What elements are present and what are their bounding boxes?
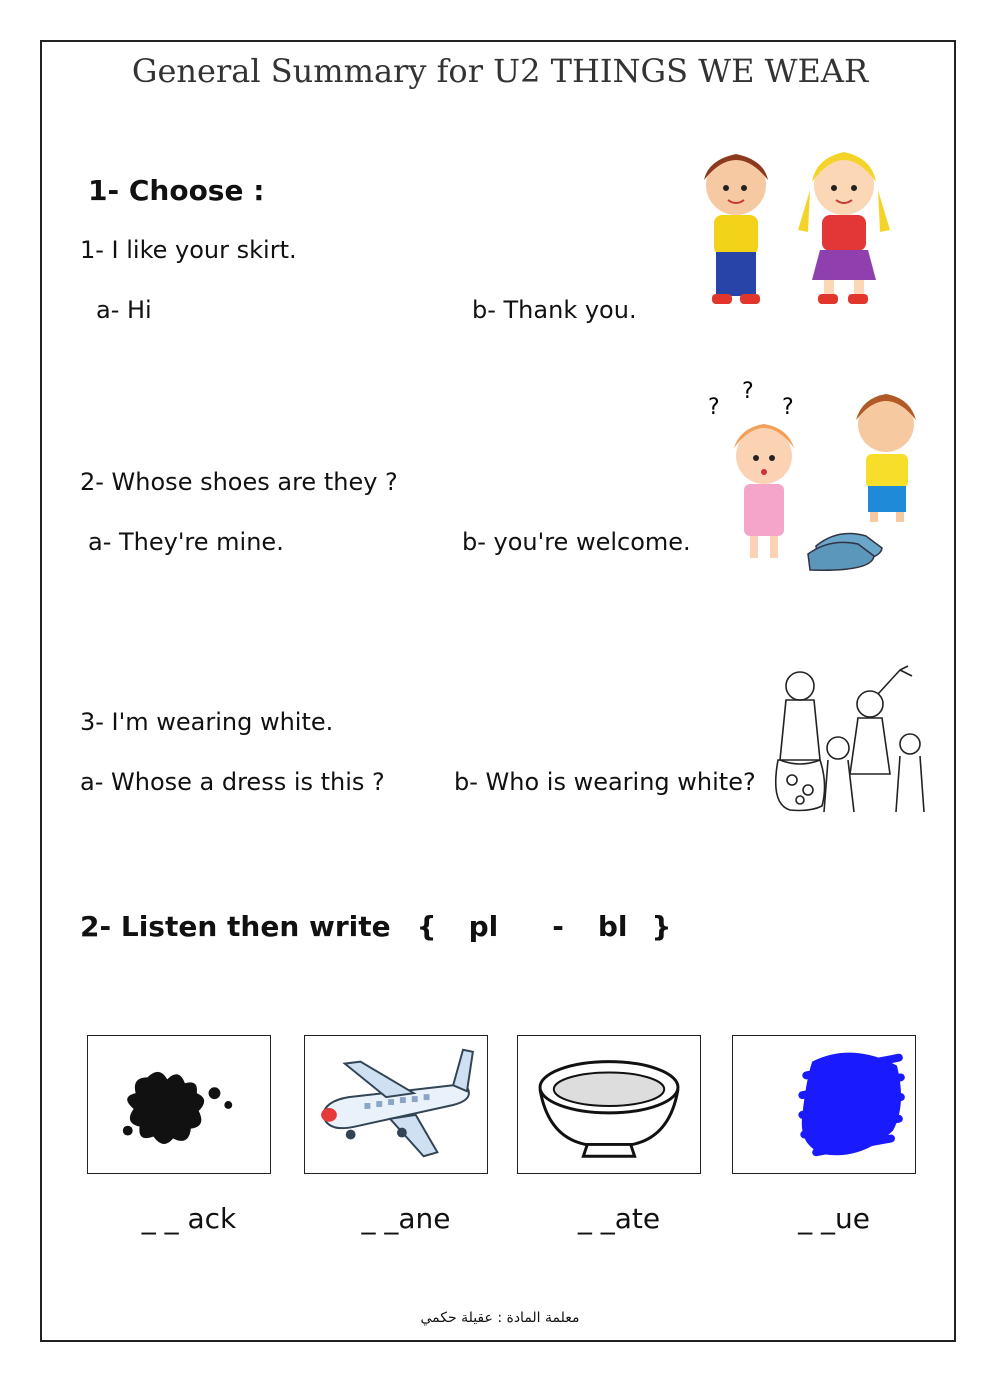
people-sketch-icon xyxy=(770,664,926,814)
blank-2[interactable]: _ _ane xyxy=(361,1202,451,1235)
section-2-heading xyxy=(80,910,671,943)
blank-3[interactable]: _ _ate xyxy=(577,1202,661,1235)
bowl-icon xyxy=(518,1036,700,1173)
question-1-option-a[interactable]: a- Hi xyxy=(96,296,152,324)
question-3-prompt: 3- I'm wearing white. xyxy=(80,708,334,736)
ink-splat-icon xyxy=(88,1036,270,1173)
section-1-heading: 1- Choose : xyxy=(88,174,265,207)
airplane-box xyxy=(304,1035,488,1174)
confused-kids-shoes-icon xyxy=(698,378,942,578)
bowl-box xyxy=(517,1035,701,1174)
blank-4[interactable]: _ _ue xyxy=(798,1202,870,1235)
teacher-footer: معلمة المادة : عقيلة حكمي xyxy=(420,1310,580,1326)
blue-scribble-icon xyxy=(733,1036,915,1173)
choice-pl: pl xyxy=(468,910,499,943)
choices-close-brace: } xyxy=(651,910,672,943)
svg-text:?: ? xyxy=(782,395,794,420)
svg-text:?: ? xyxy=(708,395,720,420)
section-2-title: 2- Listen then write xyxy=(80,910,391,943)
two-girls-icon xyxy=(686,140,916,318)
blank-1[interactable]: _ _ ack xyxy=(141,1202,237,1235)
question-3-option-b[interactable]: b- Who is wearing white? xyxy=(454,768,756,796)
question-2-option-b[interactable]: b- you're welcome. xyxy=(462,528,691,556)
airplane-icon xyxy=(305,1036,487,1173)
question-2-option-a[interactable]: a- They're mine. xyxy=(88,528,284,556)
page-title: General Summary for U2 THINGS WE WEAR xyxy=(131,52,869,90)
question-3-option-a[interactable]: a- Whose a dress is this ? xyxy=(80,768,385,796)
svg-text:?: ? xyxy=(742,379,754,404)
question-2-prompt: 2- Whose shoes are they ? xyxy=(80,468,398,496)
choice-bl: bl xyxy=(597,910,628,943)
choice-separator: - xyxy=(552,910,564,943)
question-1-option-b[interactable]: b- Thank you. xyxy=(472,296,637,324)
ink-splat-box xyxy=(87,1035,271,1174)
choices-open-brace: { xyxy=(416,910,437,943)
question-1-prompt: 1- I like your skirt. xyxy=(80,236,297,264)
blue-scribble-box xyxy=(732,1035,916,1174)
